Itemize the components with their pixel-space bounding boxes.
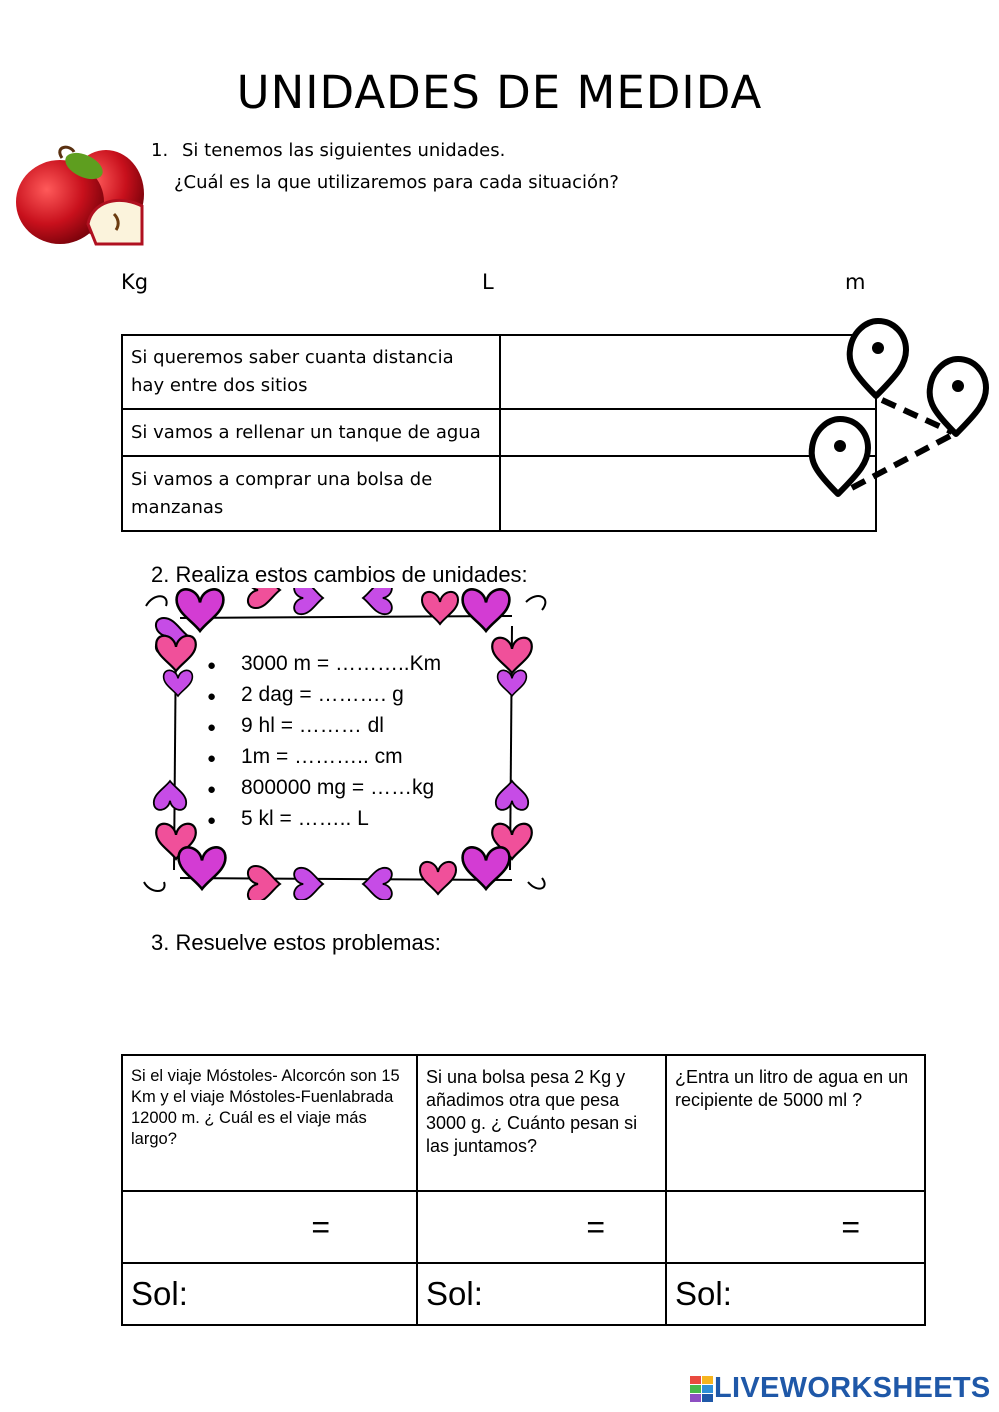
situations-table (121, 334, 877, 532)
list-item (207, 679, 441, 710)
solution-label: Sol: (426, 1275, 483, 1312)
problem-cell: Si una bolsa pesa 2 Kg y añadimos otra que pesa 3000 g. ¿ Cuánto pesan si las juntamos? (417, 1055, 666, 1191)
question-1-line-1: Si tenemos las siguientes unidades. (182, 140, 506, 161)
question-3-title: 3. Resuelve estos problemas: (151, 930, 441, 955)
table-row (122, 1055, 925, 1191)
situation-cell: Si vamos a rellenar un tanque de agua (122, 409, 500, 456)
table-row (122, 456, 876, 531)
table-row (122, 1191, 925, 1263)
solution-cell[interactable] (417, 1263, 666, 1325)
bullet: ● (207, 657, 217, 674)
equals-sign: = (586, 1208, 605, 1245)
conversion-text[interactable]: 800000 mg = ……kg (241, 776, 435, 799)
unit-l: L (482, 270, 494, 294)
liveworksheets-logo[interactable] (690, 1372, 991, 1405)
question-2-title: 2. Realiza estos cambios de unidades: (151, 562, 528, 587)
problem-cell: Si el viaje Móstoles- Alcorcón son 15 Km y el viaje Móstoles-Fuenlabrada 12000 m. ¿ Cuál es el viaje más largo? (122, 1055, 417, 1191)
bullet: ● (207, 719, 217, 736)
situation-cell: Si vamos a comprar una bolsa de manzanas (122, 456, 500, 531)
question-1-line-2: ¿Cuál es la que utilizaremos para cada situación? (174, 172, 619, 193)
list-item (207, 648, 441, 679)
conversion-text[interactable]: 2 dag = ………. g (241, 683, 404, 706)
unit-m: m (845, 270, 866, 294)
bullet: ● (207, 812, 217, 829)
apples-image (14, 144, 144, 246)
table-row (122, 409, 876, 456)
list-item (207, 710, 441, 741)
table-row (122, 335, 876, 409)
bullet: ● (207, 781, 217, 798)
problem-cell: ¿Entra un litro de agua en un recipiente de 5000 ml ? (666, 1055, 925, 1191)
solution-label: Sol: (131, 1275, 188, 1312)
operation-cell[interactable] (666, 1191, 925, 1263)
solution-cell[interactable] (122, 1263, 417, 1325)
equals-sign: = (311, 1208, 330, 1245)
logo-text: LIVEWORKSHEETS (714, 1372, 991, 1404)
conversion-text[interactable]: 1m = ……….. cm (241, 745, 403, 768)
page-title: UNIDADES DE MEDIDA (236, 66, 763, 119)
unit-kg: Kg (121, 270, 149, 294)
solution-cell[interactable] (666, 1263, 925, 1325)
table-row (122, 1263, 925, 1325)
question-1-number: 1. (151, 140, 169, 161)
operation-cell[interactable] (122, 1191, 417, 1263)
bullet: ● (207, 750, 217, 767)
equals-sign: = (841, 1208, 860, 1245)
logo-blocks-icon (690, 1376, 714, 1402)
map-pins-icon (806, 316, 994, 501)
bullet: ● (207, 688, 217, 705)
conversion-text[interactable]: 3000 m = ………..Km (241, 652, 442, 675)
conversion-text[interactable]: 9 hl = ……… dl (241, 714, 384, 737)
solution-label: Sol: (675, 1275, 732, 1312)
operation-cell[interactable] (417, 1191, 666, 1263)
situation-cell: Si queremos saber cuanta distancia hay entre dos sitios (122, 335, 500, 409)
list-item (207, 772, 441, 803)
list-item (207, 741, 441, 772)
conversions-list (207, 648, 441, 834)
conversion-text[interactable]: 5 kl = …….. L (241, 807, 369, 830)
list-item (207, 803, 441, 834)
problems-table (121, 1054, 926, 1326)
